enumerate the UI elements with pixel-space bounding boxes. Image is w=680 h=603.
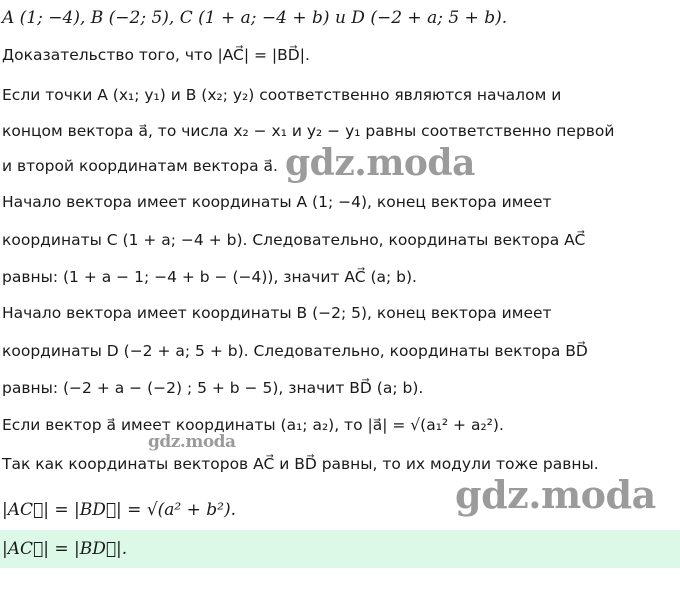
line-3: Если точки A (x₁; y₁) и B (x₂; y₂) соответственно являются началом и (2, 86, 562, 104)
watermark-logo-large: gdz.moda (455, 472, 656, 517)
line-6: Начало вектора имеет координаты A (1; −4), конец вектора имеет (2, 193, 552, 211)
line-14: |AC⃗| = |BD⃗| = √(a² + b²). (2, 500, 237, 520)
line-12: Если вектор a⃗ имеет координаты (a₁; a₂), то |a⃗| = √(a₁² + a₂²). (2, 416, 504, 434)
watermark-logo-small: gdz.moda (148, 432, 236, 452)
line-7: координаты C (1 + a; −4 + b). Следовательно, координаты вектора AC⃗ (2, 231, 586, 249)
answer-line: |AC⃗| = |BD⃗|. (0, 530, 680, 568)
line-1: A (1; −4), B (−2; 5), C (1 + a; −4 + b) и D (−2 + a; 5 + b). (2, 8, 508, 28)
line-13: Так как координаты векторов AC⃗ и BD⃗ равны, то их модули тоже равны. (2, 455, 599, 473)
line-5: и второй координатам вектора a⃗. (2, 157, 278, 175)
line-9: Начало вектора имеет координаты B (−2; 5), конец вектора имеет (2, 304, 552, 322)
line-8: равны: (1 + a − 1; −4 + b − (−4)), значит AC⃗ (a; b). (2, 268, 417, 286)
line-11: равны: (−2 + a − (−2) ; 5 + b − 5), значит BD⃗ (a; b). (2, 379, 424, 397)
watermark-logo: gdz.moda (285, 142, 475, 184)
line-4: концом вектора a⃗, то числа x₂ − x₁ и y₂ − y₁ равны соответственно первой (2, 122, 615, 140)
line-2: Доказательство того, что |AC⃗| = |BD⃗|. (2, 46, 310, 64)
line-10: координаты D (−2 + a; 5 + b). Следовательно, координаты вектора BD⃗ (2, 342, 588, 360)
